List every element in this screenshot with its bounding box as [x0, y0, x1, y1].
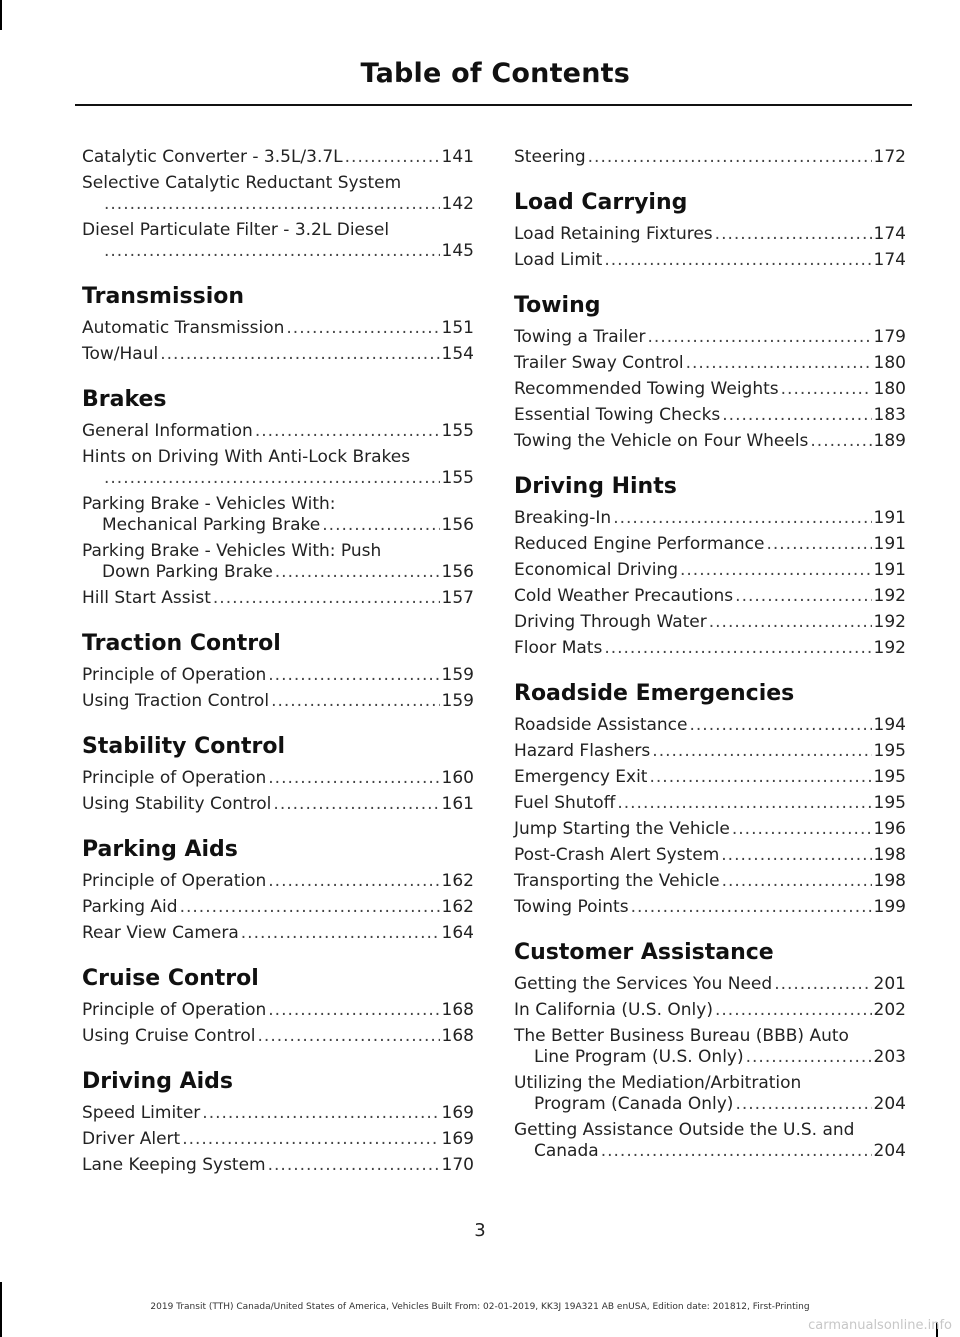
dot-leader: [322, 515, 439, 536]
toc-entry-label: Parking Brake - Vehicles With: Push: [82, 541, 382, 561]
toc-entry-label: Hints on Driving With Anti-Lock Brakes: [82, 447, 411, 467]
section-title: Driving Hints: [514, 474, 677, 499]
section-title: Brakes: [82, 387, 167, 412]
toc-entry-page: 155: [441, 421, 474, 441]
toc-entry[interactable]: [514, 819, 906, 840]
toc-entry-page: 204: [873, 1094, 906, 1114]
dot-leader: [182, 1129, 439, 1150]
toc-entry-page: 162: [441, 871, 474, 891]
toc-entry[interactable]: [514, 871, 906, 892]
watermark: carmanualsonline.info: [808, 1318, 952, 1333]
page-title: Table of Contents: [360, 58, 630, 89]
toc-entry[interactable]: [82, 588, 474, 609]
dot-leader: [686, 353, 872, 374]
toc-entry-label: Using Cruise Control: [82, 1026, 256, 1046]
toc-entry-page: 191: [873, 534, 906, 554]
toc-entry-page: 169: [441, 1103, 474, 1123]
toc-entry-page: 159: [441, 691, 474, 711]
dot-leader: [275, 562, 440, 583]
toc-entry-label: Trailer Sway Control: [514, 353, 684, 373]
toc-entry[interactable]: [514, 586, 906, 607]
toc-entry[interactable]: [82, 923, 474, 944]
toc-entry[interactable]: [82, 665, 474, 686]
toc-entry-label: Towing a Trailer: [514, 327, 646, 347]
dot-leader: [286, 318, 439, 339]
toc-entry-page: 160: [441, 768, 474, 788]
toc-right-column: [514, 147, 906, 1167]
dot-leader: [268, 1155, 440, 1176]
toc-entry-page: 169: [441, 1129, 474, 1149]
dot-leader: [735, 1094, 871, 1115]
section-title: Driving Aids: [82, 1069, 234, 1094]
toc-entry-page: 192: [873, 586, 906, 606]
toc-entry[interactable]: [514, 638, 906, 659]
toc-entry-label: Transporting the Vehicle: [514, 871, 720, 891]
dot-leader: [613, 508, 871, 529]
toc-left-column: [82, 147, 474, 1181]
dot-leader: [213, 588, 440, 609]
toc-entry-label: Getting Assistance Outside the U.S. and: [514, 1120, 855, 1140]
toc-entry-label: Hill Start Assist: [82, 588, 211, 608]
toc-entry-page: 156: [441, 515, 474, 535]
dot-leader: [722, 405, 871, 426]
toc-entry[interactable]: [514, 147, 906, 168]
toc-entry-page: 172: [873, 147, 906, 167]
toc-entry[interactable]: [82, 1155, 474, 1176]
dot-leader: [715, 1000, 872, 1021]
toc-entry[interactable]: [82, 768, 474, 789]
toc-entry-page: 192: [873, 612, 906, 632]
toc-entry-label: Using Traction Control: [82, 691, 270, 711]
toc-entry-label: Floor Mats: [514, 638, 603, 658]
toc-entry-page: 155: [441, 468, 474, 488]
toc-entry-page: 156: [441, 562, 474, 582]
toc-entry[interactable]: [514, 1073, 906, 1115]
dot-leader: [680, 560, 872, 581]
toc-entry-label: Catalytic Converter - 3.5L/3.7L: [82, 147, 343, 167]
toc-entry-label: Load Retaining Fixtures: [514, 224, 713, 244]
toc-entry[interactable]: [82, 794, 474, 815]
toc-entry-page: 162: [441, 897, 474, 917]
toc-entry-label: General Information: [82, 421, 253, 441]
toc-entry-label: In California (U.S. Only): [514, 1000, 713, 1020]
toc-entry-label: Cold Weather Precautions: [514, 586, 734, 606]
dot-leader: [345, 147, 440, 168]
dot-leader: [160, 344, 439, 365]
section-title: Parking Aids: [82, 837, 238, 862]
section-title: Roadside Emergencies: [514, 681, 795, 706]
toc-entry[interactable]: [514, 431, 906, 452]
toc-entry-label: Using Stability Control: [82, 794, 272, 814]
toc-entry[interactable]: [514, 741, 906, 762]
toc-entry-page: 194: [873, 715, 906, 735]
footer-text: 2019 Transit (TTH) Canada/United States of America, Vehicles Built From: 02-01-2019, KK3J 19A321 AB enUSA, Edition date: 201812, First-Printing: [150, 1302, 810, 1312]
toc-entry-label: Essential Towing Checks: [514, 405, 721, 425]
toc-entry-label: The Better Business Bureau (BBB) Auto: [514, 1026, 849, 1046]
dot-leader: [104, 241, 440, 262]
dot-leader: [180, 897, 440, 918]
toc-entry-label: Hazard Flashers: [514, 741, 651, 761]
toc-entry-page: 198: [873, 871, 906, 891]
dot-leader: [241, 923, 440, 944]
toc-entry[interactable]: [82, 1000, 474, 1021]
toc-entry-page: 157: [441, 588, 474, 608]
toc-entry-label: Tow/Haul: [82, 344, 159, 364]
dot-leader: [709, 612, 872, 633]
dot-leader: [781, 379, 872, 400]
toc-entry-label: Principle of Operation: [82, 768, 267, 788]
toc-entry[interactable]: [514, 715, 906, 736]
dot-leader: [588, 147, 872, 168]
dot-leader: [268, 1000, 439, 1021]
toc-entry-page: 170: [441, 1155, 474, 1175]
dot-leader: [268, 871, 439, 892]
toc-entry-page: 195: [873, 767, 906, 787]
dot-leader: [648, 327, 872, 348]
dot-leader: [202, 1103, 439, 1124]
dot-leader: [258, 1026, 440, 1047]
toc-entry[interactable]: [514, 250, 906, 271]
toc-entry-label: Jump Starting the Vehicle: [514, 819, 730, 839]
toc-entry-page: 180: [873, 353, 906, 373]
toc-entry-label: Economical Driving: [514, 560, 678, 580]
toc-entry[interactable]: [514, 508, 906, 529]
dot-leader: [689, 715, 871, 736]
dot-leader: [810, 431, 871, 452]
header-divider: [75, 104, 912, 106]
toc-entry[interactable]: [82, 173, 474, 215]
dot-leader: [766, 534, 871, 555]
section-title: Customer Assistance: [514, 940, 774, 965]
dot-leader: [268, 665, 439, 686]
dot-leader: [271, 691, 439, 712]
toc-entry[interactable]: [82, 318, 474, 339]
toc-entry[interactable]: [82, 421, 474, 442]
toc-entry[interactable]: [82, 541, 474, 583]
toc-entry-label: Breaking-In: [514, 508, 612, 528]
toc-entry-label: Program (Canada Only): [534, 1094, 734, 1114]
section-title: Cruise Control: [82, 966, 259, 991]
toc-entry-page: 204: [873, 1141, 906, 1161]
toc-entry-page: 191: [873, 508, 906, 528]
toc-entry[interactable]: [514, 897, 906, 918]
toc-entry[interactable]: [82, 871, 474, 892]
toc-entry-label: Rear View Camera: [82, 923, 239, 943]
dot-leader: [604, 638, 871, 659]
toc-entry[interactable]: [82, 1103, 474, 1124]
toc-entry[interactable]: [514, 327, 906, 348]
toc-entry-page: 202: [873, 1000, 906, 1020]
toc-entry-label: Parking Aid: [82, 897, 178, 917]
toc-entry-page: 192: [873, 638, 906, 658]
toc-entry[interactable]: [514, 767, 906, 788]
toc-entry[interactable]: [82, 691, 474, 712]
toc-entry[interactable]: [514, 379, 906, 400]
dot-leader: [273, 794, 439, 815]
toc-entry-page: 168: [441, 1000, 474, 1020]
dot-leader: [715, 224, 872, 245]
toc-entry-page: 174: [873, 224, 906, 244]
dot-leader: [649, 767, 871, 788]
section-title: Traction Control: [82, 631, 281, 656]
toc-entry-page: 151: [441, 318, 474, 338]
toc-entry[interactable]: [514, 1000, 906, 1021]
toc-entry-page: 164: [441, 923, 474, 943]
dot-leader: [255, 421, 440, 442]
toc-entry-label: Diesel Particulate Filter - 3.2L Diesel: [82, 220, 390, 240]
toc-entry[interactable]: [82, 494, 474, 536]
dot-leader: [652, 741, 871, 762]
dot-leader: [631, 897, 872, 918]
toc-entry-label: Automatic Transmission: [82, 318, 285, 338]
toc-entry-label: Principle of Operation: [82, 665, 267, 685]
toc-entry-label: Mechanical Parking Brake: [102, 515, 321, 535]
dot-leader: [617, 793, 871, 814]
toc-entry-label: Speed Limiter: [82, 1103, 201, 1123]
toc-entry[interactable]: [514, 974, 906, 995]
toc-entry-label: Line Program (U.S. Only): [534, 1047, 744, 1067]
toc-entry-page: 201: [873, 974, 906, 994]
toc-entry-page: 142: [441, 194, 474, 214]
toc-entry-page: 196: [873, 819, 906, 839]
toc-entry-label: Load Limit: [514, 250, 603, 270]
toc-entry-label: Lane Keeping System: [82, 1155, 266, 1175]
toc-entry[interactable]: [82, 897, 474, 918]
toc-entry[interactable]: [514, 560, 906, 581]
toc-entry-label: Driving Through Water: [514, 612, 707, 632]
toc-entry-label: Principle of Operation: [82, 871, 267, 891]
toc-entry-label: Towing Points: [514, 897, 629, 917]
toc-entry-label: Down Parking Brake: [102, 562, 273, 582]
toc-entry-label: Post-Crash Alert System: [514, 845, 720, 865]
toc-entry-page: 195: [873, 793, 906, 813]
toc-entry[interactable]: [82, 344, 474, 365]
toc-entry-page: 159: [441, 665, 474, 685]
section-title: Stability Control: [82, 734, 286, 759]
toc-entry-label: Driver Alert: [82, 1129, 181, 1149]
toc-entry-page: 189: [873, 431, 906, 451]
crop-mark-top-left: [0, 0, 2, 30]
toc-entry[interactable]: [514, 353, 906, 374]
dot-leader: [746, 1047, 872, 1068]
toc-entry-page: 180: [873, 379, 906, 399]
dot-leader: [601, 1141, 872, 1162]
dot-leader: [774, 974, 871, 995]
toc-entry[interactable]: [82, 220, 474, 262]
toc-entry[interactable]: [514, 405, 906, 426]
toc-entry-label: Steering: [514, 147, 586, 167]
toc-entry-page: 145: [441, 241, 474, 261]
section-title: Load Carrying: [514, 190, 688, 215]
dot-leader: [722, 871, 872, 892]
toc-entry[interactable]: [514, 612, 906, 633]
toc-entry[interactable]: [514, 534, 906, 555]
toc-entry-page: 174: [873, 250, 906, 270]
toc-entry[interactable]: [514, 1026, 906, 1068]
toc-entry-label: Principle of Operation: [82, 1000, 267, 1020]
dot-leader: [268, 768, 439, 789]
toc-entry-label: Canada: [534, 1141, 599, 1161]
toc-entry[interactable]: [82, 447, 474, 489]
toc-entry[interactable]: [82, 1129, 474, 1150]
section-title: Transmission: [82, 284, 245, 309]
toc-entry-page: 179: [873, 327, 906, 347]
toc-entry-page: 191: [873, 560, 906, 580]
toc-entry-label: Utilizing the Mediation/Arbitration: [514, 1073, 802, 1093]
toc-entry[interactable]: [82, 1026, 474, 1047]
toc-entry-label: Selective Catalytic Reductant System: [82, 173, 402, 193]
toc-entry[interactable]: [514, 1120, 906, 1162]
page-number: 3: [474, 1220, 486, 1241]
dot-leader: [732, 819, 872, 840]
toc-entry[interactable]: [82, 147, 474, 168]
toc-entry-label: Emergency Exit: [514, 767, 648, 787]
toc-entry-page: 198: [873, 845, 906, 865]
toc-entry[interactable]: [514, 845, 906, 866]
dot-leader: [104, 194, 440, 215]
dot-leader: [604, 250, 871, 271]
toc-entry-label: Roadside Assistance: [514, 715, 688, 735]
toc-entry-label: Parking Brake - Vehicles With:: [82, 494, 336, 514]
dot-leader: [721, 845, 871, 866]
toc-entry-page: 203: [873, 1047, 906, 1067]
toc-entry-label: Towing the Vehicle on Four Wheels: [514, 431, 809, 451]
toc-entry[interactable]: [514, 224, 906, 245]
toc-entry-label: Getting the Services You Need: [514, 974, 773, 994]
toc-entry-page: 161: [441, 794, 474, 814]
toc-entry-page: 141: [441, 147, 474, 167]
section-title: Towing: [514, 293, 601, 318]
toc-entry-page: 183: [873, 405, 906, 425]
toc-entry[interactable]: [514, 793, 906, 814]
dot-leader: [104, 468, 440, 489]
toc-entry-page: 154: [441, 344, 474, 364]
toc-entry-page: 195: [873, 741, 906, 761]
toc-entry-label: Reduced Engine Performance: [514, 534, 765, 554]
dot-leader: [735, 586, 871, 607]
toc-entry-label: Recommended Towing Weights: [514, 379, 779, 399]
toc-entry-page: 199: [873, 897, 906, 917]
toc-entry-label: Fuel Shutoff: [514, 793, 616, 813]
toc-entry-page: 168: [441, 1026, 474, 1046]
